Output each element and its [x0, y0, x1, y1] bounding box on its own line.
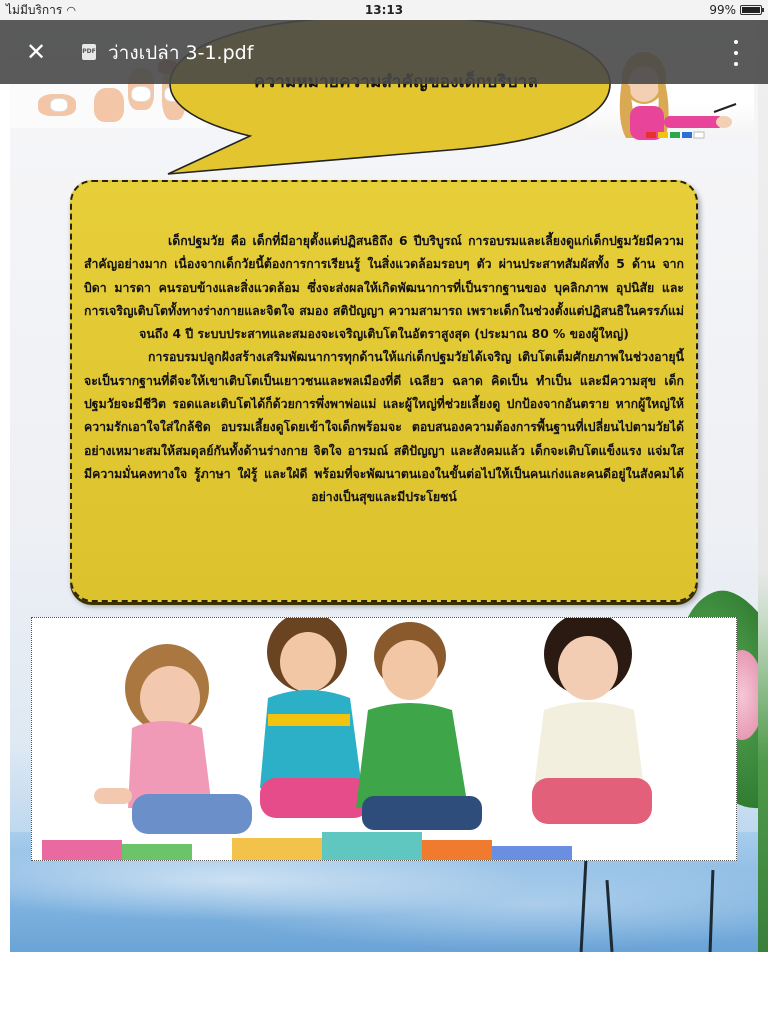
battery-percent: 99% [709, 3, 736, 17]
status-bar [0, 0, 768, 20]
page-edge [758, 0, 768, 952]
battery-icon [740, 5, 762, 15]
carrier-label: ไม่มีบริการ [6, 2, 63, 17]
content-text-box [70, 180, 698, 602]
wifi-icon: ◠ [66, 3, 76, 17]
paragraph-2: การอบรมปลูกฝังสร้างเสริมพัฒนาการทุกด้านให้แก่เด็กปฐมวัยได้เจริญ เติบโตเต็มศักยภาพในช่วงอายุนี้ จะเป็นรากฐานที่ดีจะให้เขาเติบโตเป็นเยาวชนและพลเมืองที่ดี เฉลียว ฉลาด คิดเป็น ทำเป็น และมีความสุข เด็กปฐมวัยจะมีชีวิต รอดและเติบโตได้ก็ด้วยการพึ่งพาพ่อแม่ และผู้ใหญ่ที่ช่วยเลี้ยงดู ปกป้องจากอันตราย หากผู้ใหญ่ให้ความรักเอาใจใส่ใกล้ชิด อบรมเลี้ยงดูโดยเข้าใจเด็กพร้อมจะ ตอบสนองความต้องการพื้นฐานที่เปลี่ยนไปตามวัยได้อย่างเหมาะสมให้สมดุลย์กันทั้งด้านร่างกาย จิตใจ อารมณ์ สติปัญญา และสังคมแล้ว เด็กจะเติบโตแข็งแรง แจ่มใส มีความมั่นคงทางใจ รู้ภาษา ใฝ่รู้ และใฝ่ดี พร้อมที่จะพัฒนาตนเองในขั้นต่อไปให้เป็นคนเก่งและคนดีอยู่ในสังคมได้อย่างเป็นสุขและมีประโยชน์ [84, 350, 684, 505]
paragraph-1: เด็กปฐมวัย คือ เด็กที่มีอายุตั้งแต่ปฏิสนธิถึง 6 ปีบริบูรณ์ การอบรมและเลี้ยงดูแก่เด็กปฐมวัยมีความสำคัญอย่างมาก เนื่องจากเด็กวัยนี้ต้องการการเรียนรู้ ในสิ่งแวดล้อมรอบๆ ตัว ผ่านประสาทสัมผัสทั้ง 5 ด้าน จากบิดา มารดา คนรอบข้างและสิ่งแวดล้อม ซึ่งจะส่งผลให้เกิดพัฒนาการที่เป็นรากฐานของ บุคลิกภาพ อุปนิสัย และการเจริญเติบโตทั้งทางร่างกายและจิตใจ สมอง สติปัญญา ความสามารถ เพราะเด็กในช่วงตั้งแต่ปฏิสนธิในครรภ์แม่จนถึง 4 ปี ระบบประสาทและสมองจะเจริญเติบโตในอัตราสูงสุด (ประมาณ 80 % ของผู้ใหญ่) [84, 234, 684, 342]
pdf-file-icon: PDF [82, 44, 96, 60]
more-vertical-icon-dot [734, 62, 738, 66]
more-vertical-icon [734, 40, 738, 44]
document-title: ว่างเปล่า 3-1.pdf [108, 42, 254, 64]
close-button[interactable] [22, 39, 50, 67]
close-icon: ✕ [25, 38, 47, 66]
clock: 13:13 [364, 3, 404, 17]
viewer-toolbar [0, 20, 768, 84]
more-vertical-icon-dot [734, 51, 738, 55]
children-playing-photo [31, 617, 737, 861]
more-options-button[interactable] [728, 40, 744, 66]
